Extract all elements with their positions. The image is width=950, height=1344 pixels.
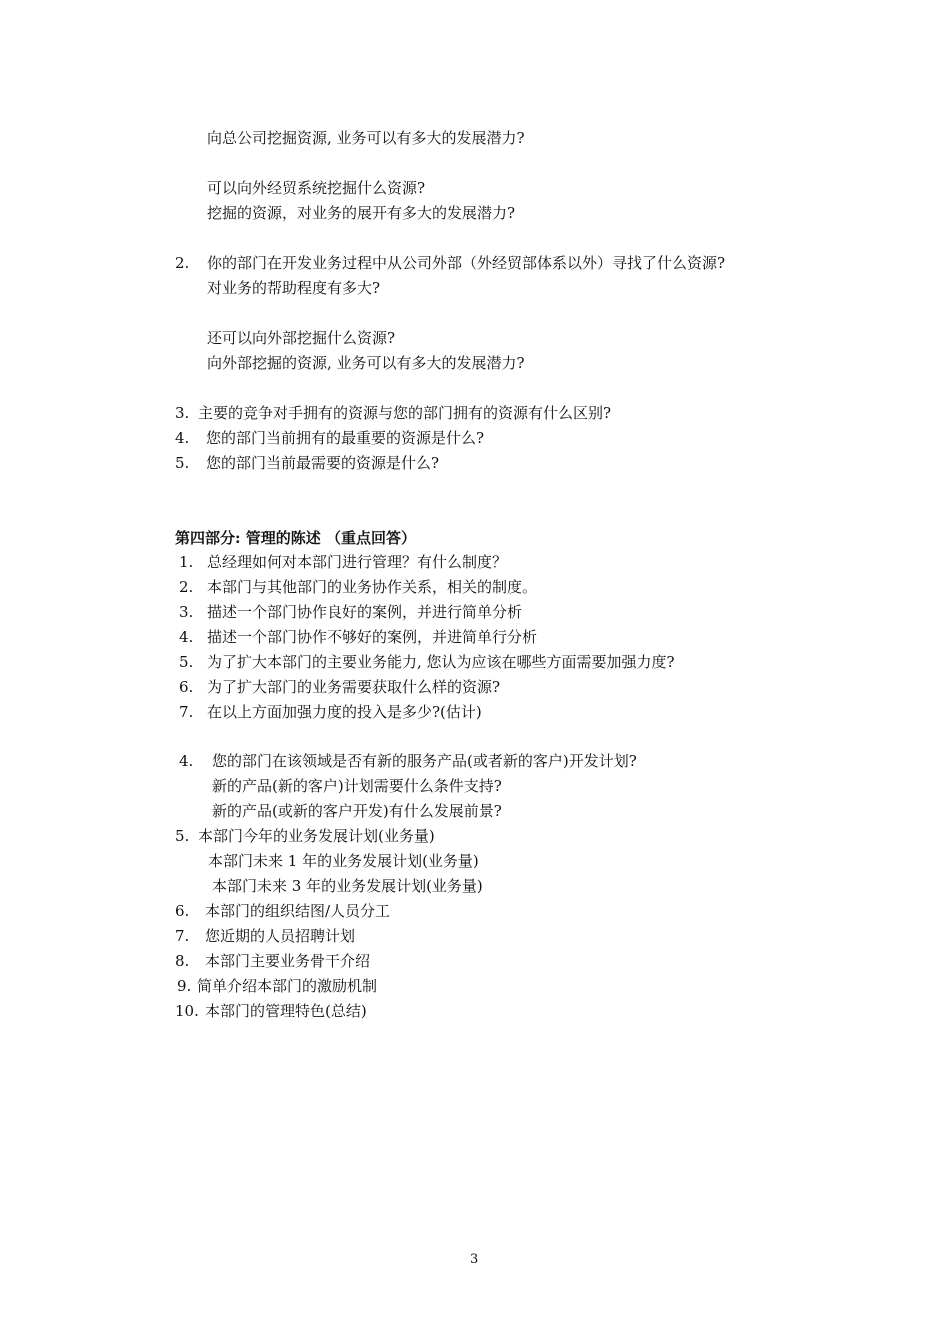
- item-number: 3.: [179, 603, 194, 621]
- item-number: 10.: [175, 1002, 199, 1020]
- business-plan-this-year: 本部门今年的业务发展计划(业务量): [198, 827, 435, 845]
- needed-resource-question: 您的部门当前最需要的资源是什么?: [206, 454, 440, 472]
- new-product-prospects: 新的产品(或新的客户开发)有什么发展前景?: [212, 802, 502, 820]
- item-number: 5.: [179, 653, 194, 671]
- item-number: 4.: [179, 628, 194, 646]
- item-number: 5.: [175, 827, 190, 845]
- item-number: 5.: [175, 454, 190, 472]
- management-features-item: 本部门的管理特色(总结): [205, 1002, 367, 1020]
- item-number: 2.: [175, 254, 190, 272]
- recruitment-plan-item: 您近期的人员招聘计划: [205, 927, 356, 945]
- item-number: 2.: [179, 578, 194, 596]
- org-chart-item: 本部门的组织结图/人员分工: [205, 902, 391, 920]
- item-number: 8.: [175, 952, 190, 970]
- external-resource-help: 对业务的帮助程度有多大?: [207, 279, 381, 297]
- management-item: 在以上方面加强力度的投入是多少?(估计): [207, 703, 482, 721]
- item-number: 4.: [175, 429, 190, 447]
- external-resource-potential: 向外部挖掘的资源, 业务可以有多大的发展潜力?: [207, 354, 525, 372]
- section-heading: 第四部分: 管理的陈述 （重点回答）: [175, 529, 416, 547]
- item-number: 9.: [177, 977, 192, 995]
- item-number: 6.: [179, 678, 194, 696]
- page-number: 3: [470, 1252, 479, 1267]
- external-resource-more: 还可以向外部挖掘什么资源?: [207, 329, 396, 347]
- management-item: 描述一个部门协作不够好的案例，并进简单行分析: [207, 628, 538, 646]
- management-item: 描述一个部门协作良好的案例，并进行简单分析: [207, 603, 523, 621]
- management-item: 总经理如何对本部门进行管理？有什么制度？: [207, 553, 508, 571]
- incentive-item: 简单介绍本部门的激励机制: [197, 977, 378, 995]
- item-number: 7.: [175, 927, 190, 945]
- item-number: 6.: [175, 902, 190, 920]
- resource-question-trade: 可以向外经贸系统挖掘什么资源?: [207, 179, 426, 197]
- item-number: 3.: [175, 404, 190, 422]
- item-number: 4.: [179, 752, 194, 770]
- key-resource-question: 您的部门当前拥有的最重要的资源是什么?: [206, 429, 485, 447]
- management-item: 为了扩大本部门的主要业务能力, 您认为应该在哪些方面需要加强力度?: [207, 653, 675, 671]
- resource-question-trade-potential: 挖掘的资源，对业务的展开有多大的发展潜力?: [207, 204, 516, 222]
- item-number: 7.: [179, 703, 194, 721]
- external-resource-question: 你的部门在开发业务过程中从公司外部（外经贸部体系以外）寻找了什么资源?: [207, 254, 726, 272]
- competitor-resource-question: 主要的竞争对手拥有的资源与您的部门拥有的资源有什么区别?: [198, 404, 612, 422]
- new-product-plan-question: 您的部门在该领域是否有新的服务产品(或者新的客户)开发计划?: [212, 752, 637, 770]
- management-item: 为了扩大部门的业务需要获取什么样的资源?: [207, 678, 501, 696]
- business-plan-3-year: 本部门未来 3 年的业务发展计划(业务量): [212, 877, 483, 895]
- item-number: 1.: [179, 553, 194, 571]
- key-staff-item: 本部门主要业务骨干介绍: [205, 952, 371, 970]
- resource-question-hq: 向总公司挖掘资源, 业务可以有多大的发展潜力?: [207, 129, 525, 147]
- business-plan-1-year: 本部门未来 1 年的业务发展计划(业务量): [208, 852, 479, 870]
- new-product-conditions: 新的产品(新的客户)计划需要什么条件支持?: [212, 777, 502, 795]
- management-item: 本部门与其他部门的业务协作关系，相关的制度。: [207, 578, 538, 596]
